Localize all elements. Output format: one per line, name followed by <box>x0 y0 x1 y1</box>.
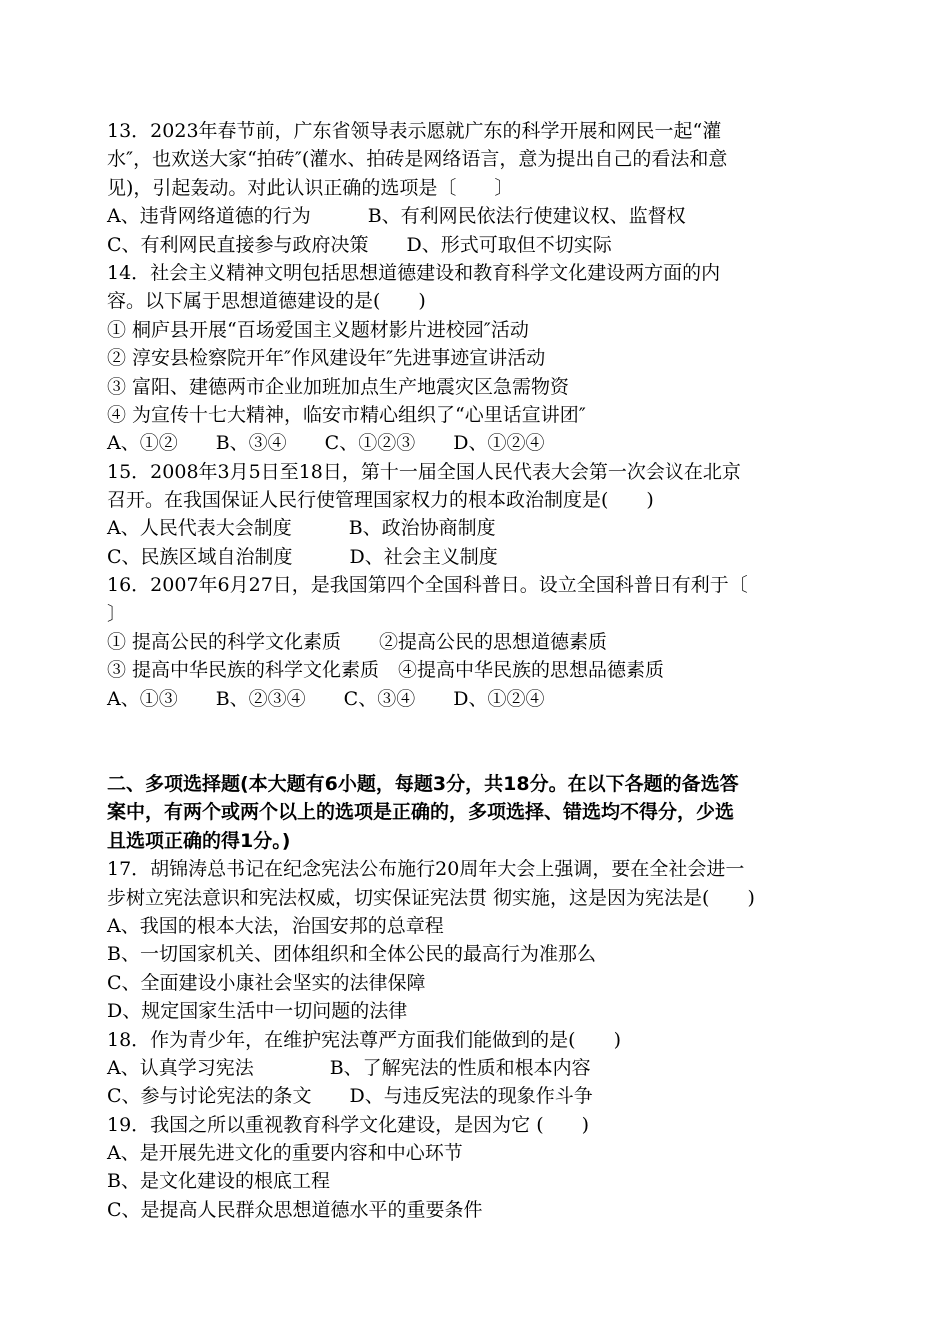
statement-line: ③ 富阳、建德两市企业加班加点生产地震灾区急需物资 <box>107 375 570 398</box>
question-13 <box>107 117 847 259</box>
option-line: A、违背网络道德的行为 B、有利网民依法行使建议权、监督权 <box>107 205 686 228</box>
option-line: C、有利网民直接参与政府决策 D、形式可取但不切实际 <box>107 233 612 256</box>
question-19 <box>107 1111 847 1225</box>
statement-line: ④ 为宣传十七大精神，临安市精心组织了“心里话宣讲团″ <box>107 403 586 426</box>
text-line: 步树立宪法意识和宪法权威，切实保证宪法贯 彻实施，这是因为宪法是( ) <box>107 886 755 909</box>
statement-line: ① 提高公民的科学文化素质 ②提高公民的思想道德素质 <box>107 631 608 654</box>
document-page <box>107 117 847 1224</box>
heading-line: 案中，有两个或两个以上的选项是正确的，多项选择、错选均不得分，少选 <box>107 801 735 824</box>
heading-line: 二、多项选择题(本大题有6小题，每题3分，共18分。在以下各题的备选答 <box>107 773 739 795</box>
option-line: C、民族区域自治制度 D、社会主义制度 <box>107 545 498 568</box>
statement-line: ② 淳安县检察院开年″作风建设年″先进事迹宣讲活动 <box>107 347 546 370</box>
question-16 <box>107 571 847 713</box>
option-line: C、是提高人民群众思想道德水平的重要条件 <box>107 1198 483 1221</box>
spacer <box>107 713 847 770</box>
option-line: B、一切国家机关、团体组织和全体公民的最高行为准那么 <box>107 943 596 966</box>
option-line: C、全面建设小康社会坚实的法律保障 <box>107 971 426 994</box>
statement-line: ③ 提高中华民族的科学文化素质 ④提高中华民族的思想品德素质 <box>107 659 665 682</box>
option-line: A、我国的根本大法，治国安邦的总章程 <box>107 914 444 937</box>
option-line: B、是文化建设的根底工程 <box>107 1170 330 1193</box>
question-17 <box>107 855 847 1025</box>
text-line: 召开。在我国保证人民行使管理国家权力的根本政治制度是( ) <box>107 489 654 512</box>
option-line: C、参与讨论宪法的条文 D、与违反宪法的现象作斗争 <box>107 1085 593 1108</box>
text-line: 〕 <box>107 602 127 625</box>
statement-line: ① 桐庐县开展“百场爱国主义题材影片进校园″活动 <box>107 318 529 341</box>
text-line: 16．2007年6月27日，是我国第四个全国科普日。设立全国科普日有利于〔 <box>107 574 748 597</box>
text-line: 容。以下属于思想道德建设的是( ) <box>107 290 426 313</box>
option-line: D、规定国家生活中一切问题的法律 <box>107 1000 408 1023</box>
text-line: 15．2008年3月5日至18日，第十一届全国人民代表大会第一次会议在北京 <box>107 460 741 483</box>
section-heading <box>107 770 847 855</box>
text-line: 13．2023年春节前，广东省领导表示愿就广东的科学开展和网民一起“灌 <box>107 120 722 142</box>
option-line: A、认真学习宪法 B、了解宪法的性质和根本内容 <box>107 1056 591 1079</box>
text-line: 18．作为青少年，在维护宪法尊严方面我们能做到的是( ) <box>107 1028 622 1051</box>
option-line: A、①③ B、②③④ C、③④ D、①②④ <box>107 687 545 710</box>
text-line: 水″，也欢送大家“拍砖″(灌水、拍砖是网络语言，意为提出自己的看法和意 <box>107 148 728 171</box>
option-line: A、人民代表大会制度 B、政治协商制度 <box>107 517 496 540</box>
question-18 <box>107 1026 847 1111</box>
text-line: 见)，引起轰动。对此认识正确的选项是〔 〕 <box>107 176 514 199</box>
heading-line: 且选项正确的得1分。) <box>107 829 291 852</box>
text-line: 14．社会主义精神文明包括思想道德建设和教育科学文化建设两方面的内 <box>107 261 721 284</box>
question-15 <box>107 458 847 572</box>
text-line: 19．我国之所以重视教育科学文化建设，是因为它 ( ) <box>107 1113 590 1136</box>
option-line: A、是开展先进文化的重要内容和中心环节 <box>107 1142 463 1165</box>
option-line: A、①② B、③④ C、①②③ D、①②④ <box>107 432 545 455</box>
text-line: 17．胡锦涛总书记在纪念宪法公布施行20周年大会上强调，要在全社会进一 <box>107 858 745 881</box>
question-14 <box>107 259 847 458</box>
